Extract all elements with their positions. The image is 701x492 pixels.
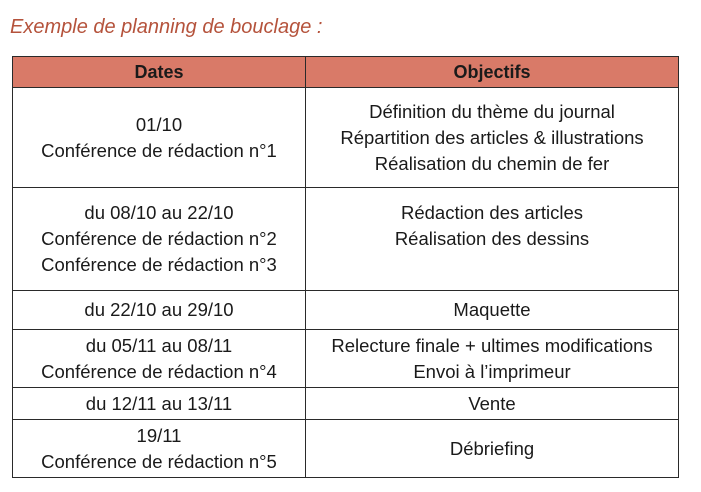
objectif-line: Maquette — [453, 299, 531, 320]
dates-line: Conférence de rédaction n°2 — [41, 228, 277, 249]
objectif-line: Réalisation des dessins — [394, 228, 590, 249]
dates-line: 19/11 — [136, 424, 182, 446]
table-row — [13, 420, 679, 478]
table-row — [13, 330, 679, 388]
objectif-line: Relecture finale + ultimes modifications — [331, 334, 653, 356]
dates-line: Conférence de rédaction n°1 — [41, 139, 277, 161]
table-header-row — [13, 57, 679, 88]
dates-line: Conférence de rédaction n°5 — [41, 450, 277, 472]
objectif-line: Réalisation du chemin de fer — [374, 152, 610, 174]
objectif-line: Répartition des articles & illustrations — [340, 126, 644, 148]
page-caption: Exemple de planning de bouclage : — [10, 16, 323, 38]
objectifs-cell — [306, 291, 679, 330]
dates-line: Conférence de rédaction n°4 — [41, 360, 277, 382]
objectif-line: Vente — [468, 392, 516, 414]
objectif-line: Envoi à l’imprimeur — [413, 360, 571, 382]
objectifs-cell — [306, 188, 679, 291]
column-header-dates: Dates — [13, 57, 306, 88]
table-row — [13, 291, 679, 330]
dates-cell — [13, 420, 306, 478]
dates-line: du 22/10 au 29/10 — [84, 299, 234, 320]
dates-line: du 08/10 au 22/10 — [84, 202, 234, 223]
table-row — [13, 188, 679, 291]
objectif-line: Définition du thème du journal — [369, 100, 615, 122]
objectifs-cell — [306, 420, 679, 478]
dates-cell — [13, 291, 306, 330]
table-row — [13, 388, 679, 420]
dates-line: Conférence de rédaction n°3 — [41, 254, 277, 275]
objectifs-cell — [306, 330, 679, 388]
objectifs-cell — [306, 388, 679, 420]
dates-cell — [13, 330, 306, 388]
dates-line: 01/10 — [135, 113, 183, 135]
objectifs-cell — [306, 88, 679, 188]
dates-cell — [13, 188, 306, 291]
dates-cell — [13, 388, 306, 420]
dates-line: du 12/11 au 13/11 — [85, 392, 233, 414]
planning-table — [12, 56, 679, 478]
table-row — [13, 88, 679, 188]
column-header-objectifs: Objectifs — [306, 57, 679, 88]
objectif-line: Débriefing — [449, 437, 535, 459]
dates-cell — [13, 88, 306, 188]
dates-line: du 05/11 au 08/11 — [85, 334, 233, 356]
objectif-line: Rédaction des articles — [400, 202, 583, 223]
